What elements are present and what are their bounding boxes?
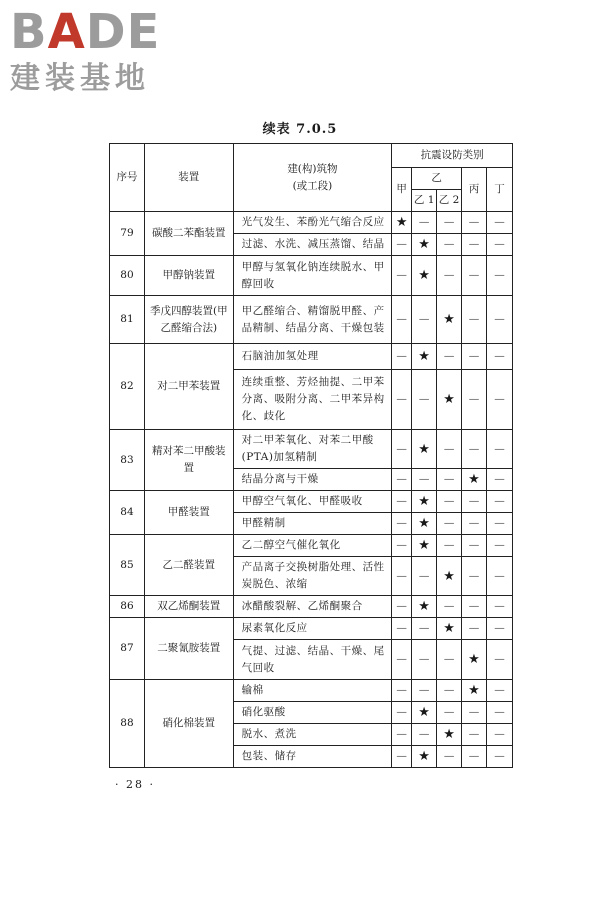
class-mark-dash: — bbox=[437, 596, 462, 618]
class-mark-dash: — bbox=[412, 469, 437, 491]
class-mark-dash: — bbox=[392, 491, 412, 513]
row-index: 79 bbox=[110, 212, 145, 256]
table-row bbox=[110, 596, 513, 618]
table-row bbox=[110, 680, 513, 702]
header-device: 装置 bbox=[144, 144, 233, 212]
class-mark-dash: — bbox=[462, 296, 487, 344]
class-mark-dash: — bbox=[437, 535, 462, 557]
class-mark-dash: — bbox=[437, 680, 462, 702]
row-process: 光气发生、苯酚光气缩合反应 bbox=[233, 212, 392, 234]
class-mark-dash: — bbox=[392, 296, 412, 344]
table-row bbox=[110, 618, 513, 640]
row-index: 83 bbox=[110, 430, 145, 491]
class-mark-star: ★ bbox=[462, 640, 487, 680]
logo-brand-prefix: B bbox=[10, 4, 48, 60]
class-mark-dash: — bbox=[486, 724, 512, 746]
header-jia: 甲 bbox=[392, 168, 412, 212]
row-process: 冰醋酸裂解、乙烯酮聚合 bbox=[233, 596, 392, 618]
class-mark-star: ★ bbox=[412, 430, 437, 469]
row-process: 甲乙醛缩合、精馏脱甲醛、产品精制、结晶分离、干燥包装 bbox=[233, 296, 392, 344]
row-device: 季戊四醇装置(甲乙醛缩合法) bbox=[144, 296, 233, 344]
class-mark-dash: — bbox=[486, 513, 512, 535]
class-mark-dash: — bbox=[486, 234, 512, 256]
class-mark-dash: — bbox=[462, 596, 487, 618]
class-mark-dash: — bbox=[486, 212, 512, 234]
class-mark-dash: — bbox=[437, 430, 462, 469]
class-mark-dash: — bbox=[412, 640, 437, 680]
row-device: 甲醇钠装置 bbox=[144, 256, 233, 296]
class-mark-dash: — bbox=[486, 256, 512, 296]
class-mark-dash: — bbox=[437, 746, 462, 768]
class-mark-star: ★ bbox=[412, 256, 437, 296]
seismic-class-table bbox=[109, 143, 513, 768]
class-mark-dash: — bbox=[462, 344, 487, 370]
row-process: 乙二醇空气催化氧化 bbox=[233, 535, 392, 557]
row-process: 甲醇空气氧化、甲醛吸收 bbox=[233, 491, 392, 513]
class-mark-star: ★ bbox=[437, 296, 462, 344]
header-yi2: 乙 2 bbox=[437, 190, 462, 212]
row-index: 85 bbox=[110, 535, 145, 596]
table-row bbox=[110, 535, 513, 557]
logo bbox=[10, 6, 190, 98]
class-mark-dash: — bbox=[412, 557, 437, 596]
class-mark-dash: — bbox=[412, 680, 437, 702]
class-mark-dash: — bbox=[437, 702, 462, 724]
class-mark-dash: — bbox=[486, 430, 512, 469]
class-mark-star: ★ bbox=[392, 212, 412, 234]
class-mark-dash: — bbox=[392, 256, 412, 296]
header-building-label: 建(构)筑物 bbox=[287, 162, 338, 175]
header-building-sub: (或工段) bbox=[292, 179, 333, 192]
class-mark-dash: — bbox=[392, 680, 412, 702]
class-mark-dash: — bbox=[392, 513, 412, 535]
class-mark-dash: — bbox=[437, 212, 462, 234]
row-process: 过滤、水洗、减压蒸馏、结晶 bbox=[233, 234, 392, 256]
class-mark-dash: — bbox=[392, 746, 412, 768]
row-device: 硝化棉装置 bbox=[144, 680, 233, 768]
class-mark-star: ★ bbox=[412, 702, 437, 724]
table-row bbox=[110, 296, 513, 344]
class-mark-dash: — bbox=[486, 640, 512, 680]
class-mark-star: ★ bbox=[437, 557, 462, 596]
header-yi: 乙 bbox=[412, 168, 462, 190]
row-index: 87 bbox=[110, 618, 145, 680]
row-process: 结晶分离与干燥 bbox=[233, 469, 392, 491]
class-mark-star: ★ bbox=[412, 234, 437, 256]
class-mark-dash: — bbox=[412, 618, 437, 640]
class-mark-dash: — bbox=[412, 296, 437, 344]
row-device: 双乙烯酮装置 bbox=[144, 596, 233, 618]
row-device: 精对苯二甲酸装置 bbox=[144, 430, 233, 491]
table-row bbox=[110, 491, 513, 513]
header-building bbox=[233, 144, 392, 212]
class-mark-dash: — bbox=[392, 618, 412, 640]
logo-brand-accent: A bbox=[47, 4, 86, 60]
class-mark-star: ★ bbox=[437, 618, 462, 640]
row-process: 石脑油加氢处理 bbox=[233, 344, 392, 370]
class-mark-dash: — bbox=[437, 491, 462, 513]
class-mark-dash: — bbox=[462, 724, 487, 746]
class-mark-dash: — bbox=[392, 596, 412, 618]
class-mark-dash: — bbox=[462, 702, 487, 724]
class-mark-dash: — bbox=[392, 344, 412, 370]
row-index: 88 bbox=[110, 680, 145, 768]
class-mark-star: ★ bbox=[462, 469, 487, 491]
class-mark-dash: — bbox=[462, 557, 487, 596]
class-mark-dash: — bbox=[392, 535, 412, 557]
class-mark-dash: — bbox=[462, 618, 487, 640]
row-process: 气提、过滤、结晶、干燥、尾气回收 bbox=[233, 640, 392, 680]
row-index: 81 bbox=[110, 296, 145, 344]
class-mark-dash: — bbox=[486, 557, 512, 596]
class-mark-dash: — bbox=[392, 724, 412, 746]
class-mark-dash: — bbox=[462, 370, 487, 430]
class-mark-star: ★ bbox=[412, 535, 437, 557]
class-mark-dash: — bbox=[392, 430, 412, 469]
row-device: 二聚氰胺装置 bbox=[144, 618, 233, 680]
class-mark-dash: — bbox=[412, 212, 437, 234]
class-mark-dash: — bbox=[462, 234, 487, 256]
class-mark-dash: — bbox=[437, 469, 462, 491]
row-device: 对二甲苯装置 bbox=[144, 344, 233, 430]
row-process: 甲醛精制 bbox=[233, 513, 392, 535]
row-index: 86 bbox=[110, 596, 145, 618]
row-device: 甲醛装置 bbox=[144, 491, 233, 535]
class-mark-dash: — bbox=[437, 344, 462, 370]
logo-brand bbox=[10, 6, 160, 58]
class-mark-dash: — bbox=[486, 680, 512, 702]
table-row bbox=[110, 212, 513, 234]
header-ding: 丁 bbox=[486, 168, 512, 212]
table-row bbox=[110, 344, 513, 370]
class-mark-dash: — bbox=[392, 370, 412, 430]
class-mark-dash: — bbox=[437, 234, 462, 256]
class-mark-dash: — bbox=[462, 491, 487, 513]
table-title: 续表 7.0.5 bbox=[262, 122, 338, 137]
class-mark-star: ★ bbox=[437, 370, 462, 430]
class-mark-dash: — bbox=[462, 430, 487, 469]
row-process: 甲醇与氢氧化钠连续脱水、甲醇回收 bbox=[233, 256, 392, 296]
class-mark-dash: — bbox=[486, 296, 512, 344]
row-process: 包装、储存 bbox=[233, 746, 392, 768]
row-device: 碳酸二苯酯装置 bbox=[144, 212, 233, 256]
table-row bbox=[110, 430, 513, 469]
class-mark-dash: — bbox=[437, 513, 462, 535]
class-mark-star: ★ bbox=[412, 746, 437, 768]
class-mark-dash: — bbox=[462, 535, 487, 557]
class-mark-star: ★ bbox=[412, 491, 437, 513]
header-index: 序号 bbox=[110, 144, 145, 212]
header-bing: 丙 bbox=[462, 168, 487, 212]
class-mark-dash: — bbox=[486, 746, 512, 768]
row-process: 脱水、煮洗 bbox=[233, 724, 392, 746]
class-mark-dash: — bbox=[486, 702, 512, 724]
class-mark-dash: — bbox=[462, 212, 487, 234]
class-mark-star: ★ bbox=[437, 724, 462, 746]
class-mark-dash: — bbox=[486, 469, 512, 491]
class-mark-dash: — bbox=[412, 724, 437, 746]
row-index: 80 bbox=[110, 256, 145, 296]
table-body bbox=[110, 212, 513, 768]
logo-subtitle: 建装基地 bbox=[10, 61, 150, 96]
class-mark-dash: — bbox=[486, 344, 512, 370]
row-device: 乙二醛装置 bbox=[144, 535, 233, 596]
class-mark-dash: — bbox=[412, 370, 437, 430]
row-process: 尿素氧化反应 bbox=[233, 618, 392, 640]
row-process: 产品离子交换树脂处理、活性炭脱色、浓缩 bbox=[233, 557, 392, 596]
page-number: · 28 · bbox=[115, 778, 155, 791]
row-process: 连续重整、芳烃抽提、二甲苯分离、吸附分离、二甲苯异构化、歧化 bbox=[233, 370, 392, 430]
row-index: 82 bbox=[110, 344, 145, 430]
row-index: 84 bbox=[110, 491, 145, 535]
class-mark-star: ★ bbox=[462, 680, 487, 702]
class-mark-dash: — bbox=[392, 234, 412, 256]
class-mark-dash: — bbox=[462, 513, 487, 535]
logo-brand-suffix: DE bbox=[85, 4, 161, 60]
class-mark-star: ★ bbox=[412, 596, 437, 618]
class-mark-dash: — bbox=[392, 702, 412, 724]
class-mark-dash: — bbox=[486, 596, 512, 618]
class-mark-star: ★ bbox=[412, 344, 437, 370]
class-mark-dash: — bbox=[486, 491, 512, 513]
table-row bbox=[110, 256, 513, 296]
header-category: 抗震设防类别 bbox=[392, 144, 513, 168]
class-mark-dash: — bbox=[437, 256, 462, 296]
class-mark-dash: — bbox=[486, 618, 512, 640]
class-mark-dash: — bbox=[486, 535, 512, 557]
class-mark-dash: — bbox=[462, 746, 487, 768]
row-process: 硝化驱酸 bbox=[233, 702, 392, 724]
class-mark-dash: — bbox=[462, 256, 487, 296]
row-process: 输棉 bbox=[233, 680, 392, 702]
header-yi1: 乙 1 bbox=[412, 190, 437, 212]
class-mark-star: ★ bbox=[412, 513, 437, 535]
class-mark-dash: — bbox=[392, 557, 412, 596]
row-process: 对二甲苯氧化、对苯二甲酸(PTA)加氢精制 bbox=[233, 430, 392, 469]
class-mark-dash: — bbox=[392, 469, 412, 491]
class-mark-dash: — bbox=[437, 640, 462, 680]
class-mark-dash: — bbox=[486, 370, 512, 430]
class-mark-dash: — bbox=[392, 640, 412, 680]
